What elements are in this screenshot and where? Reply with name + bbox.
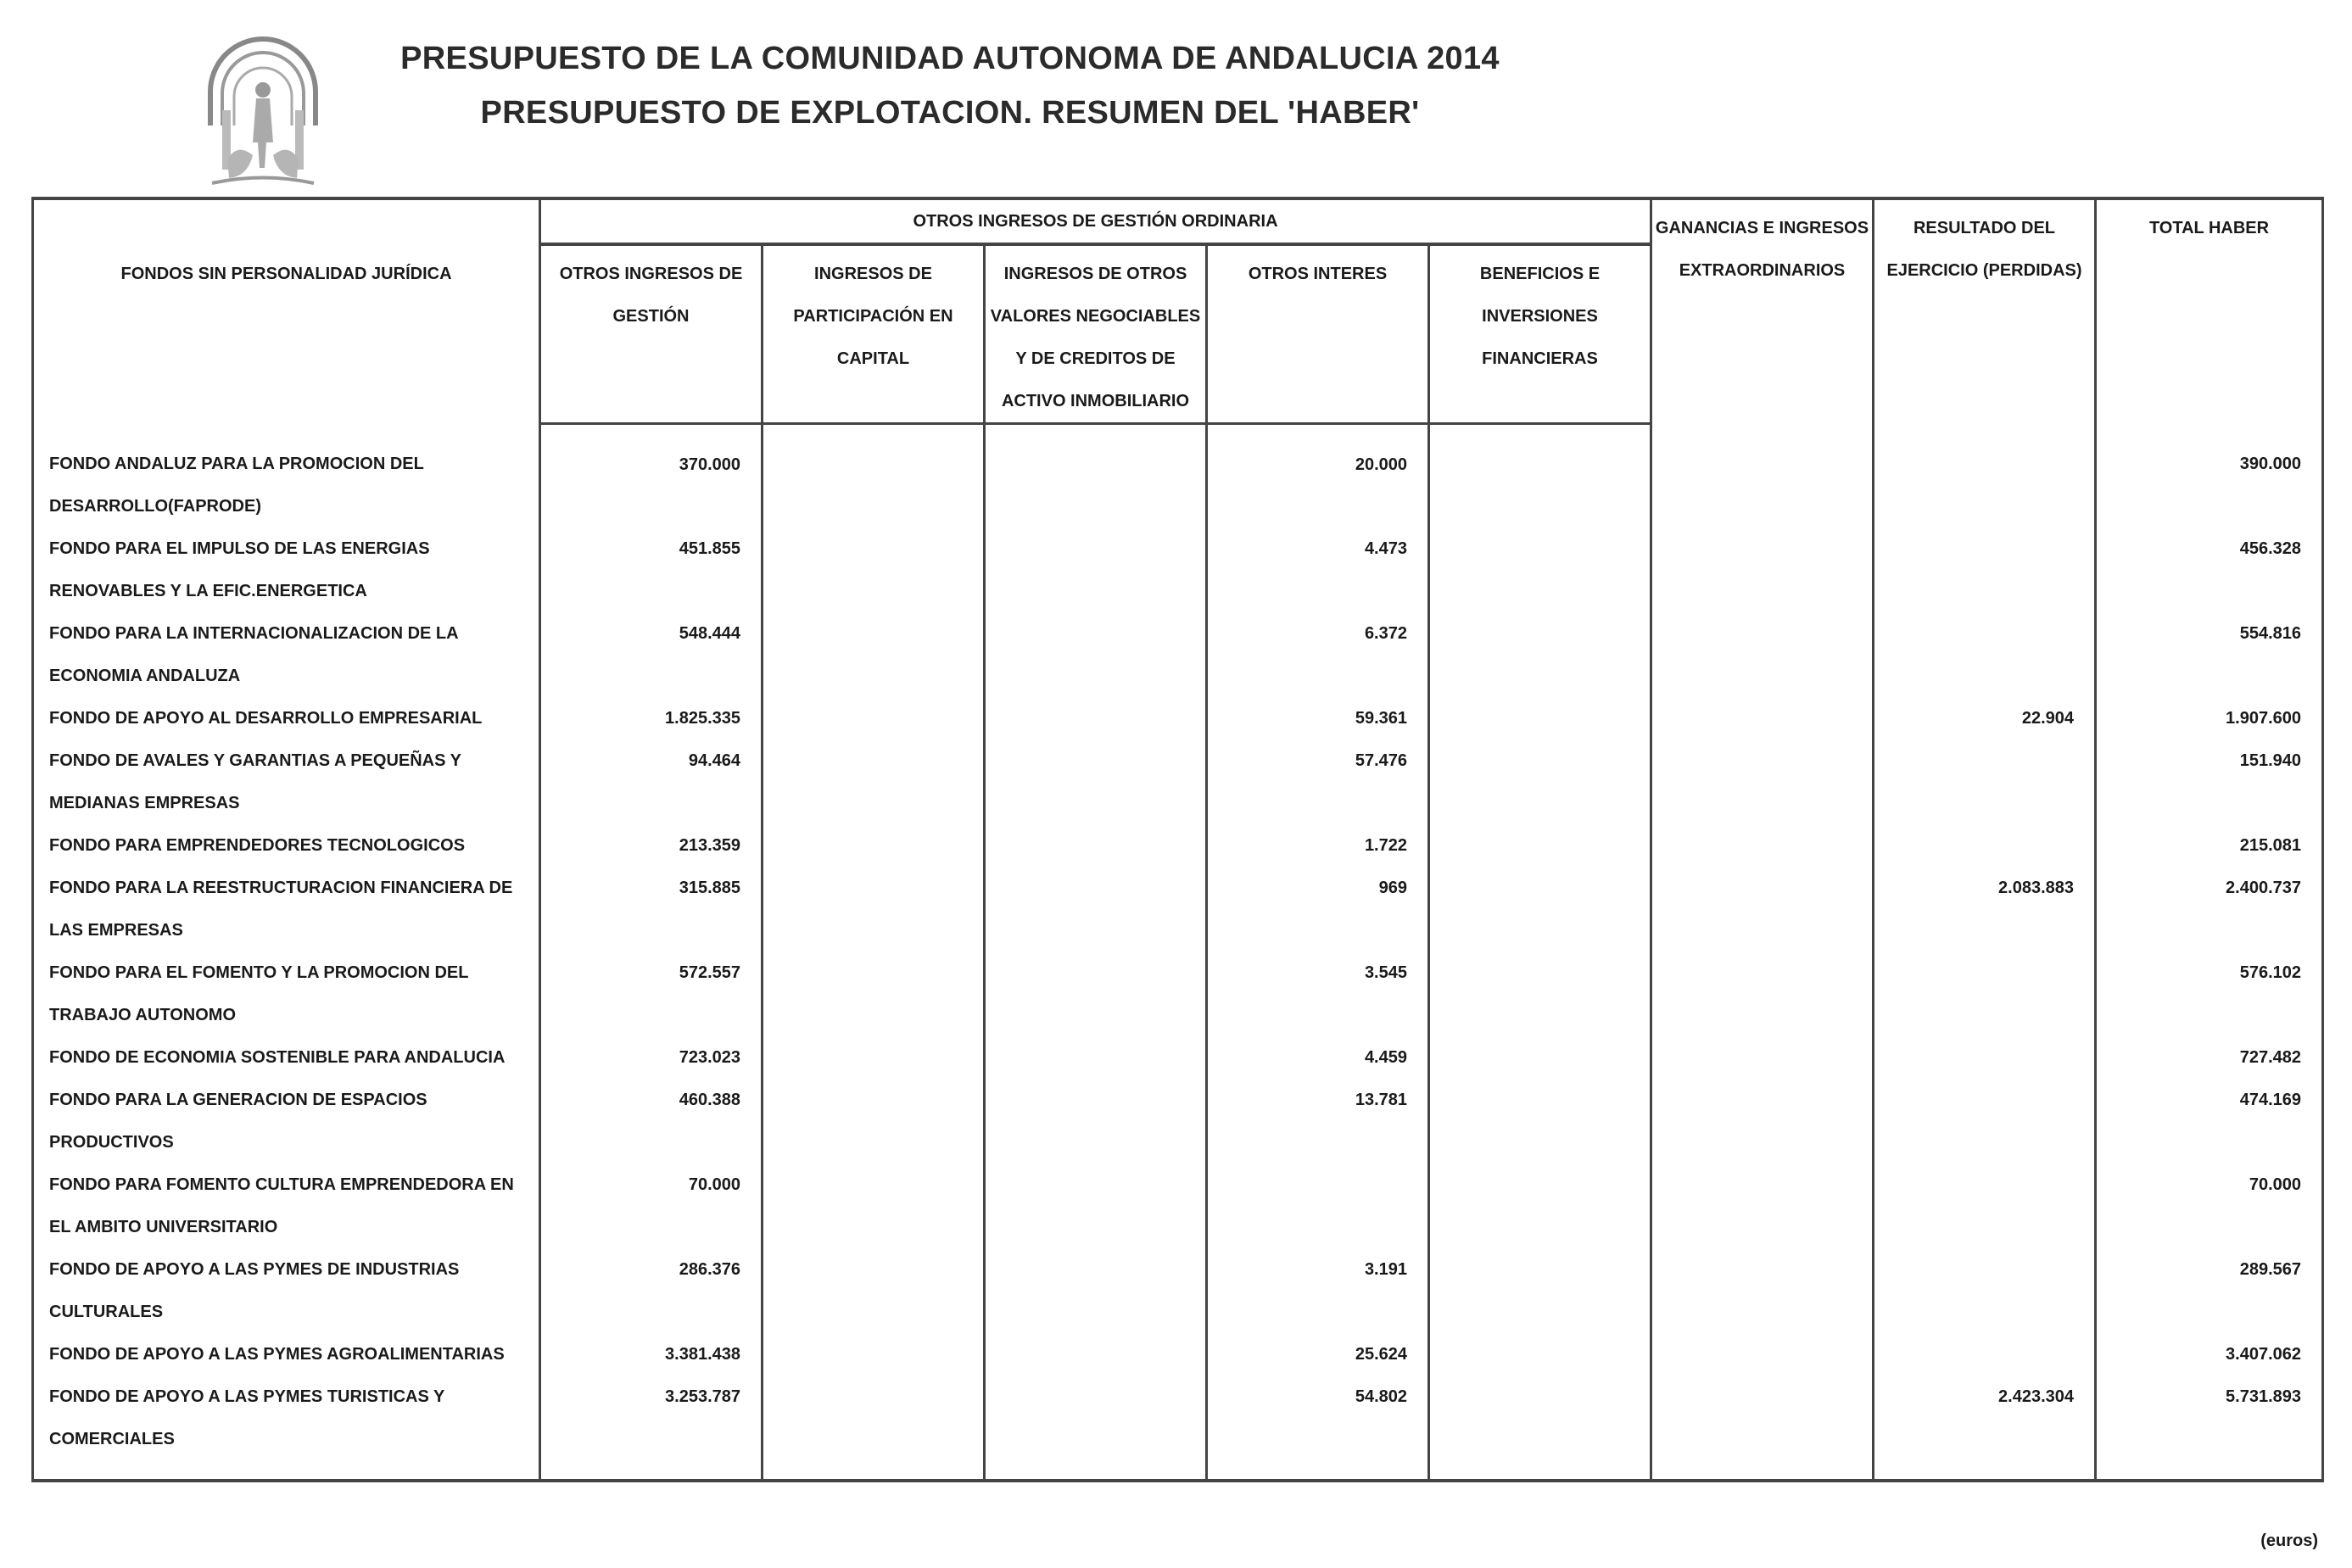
resultado-ejercicio-cell <box>1874 824 2096 867</box>
otros-ingresos-gestion-cell: 94.464 <box>540 739 763 824</box>
total-haber-cell: 215.081 <box>2096 824 2323 867</box>
resultado-ejercicio-cell <box>1874 739 2096 824</box>
fondo-name-cell: FONDO PARA EL IMPULSO DE LAS ENERGIAS RENOVABLES Y LA EFIC.ENERGETICA <box>33 527 540 612</box>
otros-valores-cell <box>985 1375 1207 1481</box>
otros-ingresos-gestion-cell: 1.825.335 <box>540 697 763 739</box>
resultado-ejercicio-cell <box>1874 1036 2096 1079</box>
otros-interes-cell: 13.781 <box>1207 1079 1429 1163</box>
beneficios-inversiones-cell <box>1429 697 1651 739</box>
beneficios-inversiones-cell <box>1429 867 1651 951</box>
resultado-ejercicio-cell <box>1874 1163 2096 1248</box>
table-row <box>33 424 2323 527</box>
resultado-ejercicio-cell <box>1874 1248 2096 1333</box>
participacion-capital-cell <box>763 824 985 867</box>
participacion-capital-cell <box>763 951 985 1036</box>
participacion-capital-cell <box>763 424 985 527</box>
page-subtitle: PRESUPUESTO DE EXPLOTACION. RESUMEN DEL 'HABER' <box>480 95 1420 131</box>
otros-interes-cell: 3.191 <box>1207 1248 1429 1333</box>
ganancias-extraordinarios-cell <box>1651 1163 1874 1248</box>
header-total-haber: TOTAL HABER <box>2096 198 2323 424</box>
otros-interes-cell: 20.000 <box>1207 424 1429 527</box>
table-row <box>33 1079 2323 1163</box>
participacion-capital-cell <box>763 1036 985 1079</box>
otros-interes-cell: 3.545 <box>1207 951 1429 1036</box>
table-body <box>33 424 2323 1481</box>
header-participacion-capital: INGRESOS DE PARTICIPACIÓN EN CAPITAL <box>763 244 985 424</box>
participacion-capital-cell <box>763 1333 985 1375</box>
budget-table <box>31 197 2324 1482</box>
otros-ingresos-gestion-cell: 370.000 <box>540 424 763 527</box>
otros-valores-cell <box>985 1163 1207 1248</box>
otros-interes-cell: 25.624 <box>1207 1333 1429 1375</box>
fondo-name-cell: FONDO DE APOYO A LAS PYMES DE INDUSTRIAS CULTURALES <box>33 1248 540 1333</box>
table-row <box>33 824 2323 867</box>
fondo-name-cell: FONDO DE ECONOMIA SOSTENIBLE PARA ANDALUCIA <box>33 1036 540 1079</box>
resultado-ejercicio-cell <box>1874 612 2096 697</box>
otros-valores-cell <box>985 1333 1207 1375</box>
fondo-name-cell: FONDO PARA LA INTERNACIONALIZACION DE LA ECONOMIA ANDALUZA <box>33 612 540 697</box>
total-haber-cell: 70.000 <box>2096 1163 2323 1248</box>
table-row <box>33 1036 2323 1079</box>
otros-ingresos-gestion-cell: 451.855 <box>540 527 763 612</box>
otros-valores-cell <box>985 1248 1207 1333</box>
total-haber-cell: 727.482 <box>2096 1036 2323 1079</box>
beneficios-inversiones-cell <box>1429 527 1651 612</box>
resultado-ejercicio-cell <box>1874 424 2096 527</box>
otros-interes-cell: 969 <box>1207 867 1429 951</box>
ganancias-extraordinarios-cell <box>1651 867 1874 951</box>
header-otros-ingresos-gestion: OTROS INGRESOS DE GESTIÓN <box>540 244 763 424</box>
total-haber-cell: 456.328 <box>2096 527 2323 612</box>
otros-interes-cell <box>1207 1163 1429 1248</box>
total-haber-cell: 576.102 <box>2096 951 2323 1036</box>
total-haber-cell: 5.731.893 <box>2096 1375 2323 1481</box>
otros-ingresos-gestion-cell: 548.444 <box>540 612 763 697</box>
otros-interes-cell: 4.459 <box>1207 1036 1429 1079</box>
otros-valores-cell <box>985 867 1207 951</box>
participacion-capital-cell <box>763 1163 985 1248</box>
fondo-name-cell: FONDO PARA LA GENERACION DE ESPACIOS PRODUCTIVOS <box>33 1079 540 1163</box>
otros-valores-cell <box>985 424 1207 527</box>
participacion-capital-cell <box>763 612 985 697</box>
table-row <box>33 867 2323 951</box>
fondo-name-cell: FONDO PARA EL FOMENTO Y LA PROMOCION DEL TRABAJO AUTONOMO <box>33 951 540 1036</box>
otros-interes-cell: 4.473 <box>1207 527 1429 612</box>
otros-interes-cell: 54.802 <box>1207 1375 1429 1481</box>
otros-ingresos-gestion-cell: 286.376 <box>540 1248 763 1333</box>
table-row <box>33 1248 2323 1333</box>
beneficios-inversiones-cell <box>1429 1079 1651 1163</box>
otros-interes-cell: 59.361 <box>1207 697 1429 739</box>
header-fondos: FONDOS SIN PERSONALIDAD JURÍDICA <box>33 198 540 424</box>
ganancias-extraordinarios-cell <box>1651 1375 1874 1481</box>
beneficios-inversiones-cell <box>1429 1036 1651 1079</box>
otros-valores-cell <box>985 697 1207 739</box>
ganancias-extraordinarios-cell <box>1651 1079 1874 1163</box>
beneficios-inversiones-cell <box>1429 951 1651 1036</box>
ganancias-extraordinarios-cell <box>1651 424 1874 527</box>
beneficios-inversiones-cell <box>1429 1333 1651 1375</box>
otros-interes-cell: 6.372 <box>1207 612 1429 697</box>
total-haber-cell: 289.567 <box>2096 1248 2323 1333</box>
total-haber-cell: 1.907.600 <box>2096 697 2323 739</box>
ganancias-extraordinarios-cell <box>1651 1248 1874 1333</box>
fondo-name-cell: FONDO PARA LA REESTRUCTURACION FINANCIERA DE LAS EMPRESAS <box>33 867 540 951</box>
table-row <box>33 951 2323 1036</box>
ganancias-extraordinarios-cell <box>1651 1333 1874 1375</box>
beneficios-inversiones-cell <box>1429 1248 1651 1333</box>
otros-valores-cell <box>985 951 1207 1036</box>
ganancias-extraordinarios-cell <box>1651 739 1874 824</box>
header-group-otros-ingresos: OTROS INGRESOS DE GESTIÓN ORDINARIA <box>540 198 1651 244</box>
otros-interes-cell: 57.476 <box>1207 739 1429 824</box>
currency-footnote: (euros) <box>2260 1532 2318 1550</box>
beneficios-inversiones-cell <box>1429 739 1651 824</box>
beneficios-inversiones-cell <box>1429 612 1651 697</box>
header-beneficios-inversiones: BENEFICIOS E INVERSIONES FINANCIERAS <box>1429 244 1651 424</box>
otros-valores-cell <box>985 612 1207 697</box>
participacion-capital-cell <box>763 739 985 824</box>
otros-ingresos-gestion-cell: 3.381.438 <box>540 1333 763 1375</box>
participacion-capital-cell <box>763 1079 985 1163</box>
participacion-capital-cell <box>763 1248 985 1333</box>
resultado-ejercicio-cell: 22.904 <box>1874 697 2096 739</box>
otros-ingresos-gestion-cell: 572.557 <box>540 951 763 1036</box>
fondo-name-cell: FONDO PARA EMPRENDEDORES TECNOLOGICOS <box>33 824 540 867</box>
otros-valores-cell <box>985 1079 1207 1163</box>
otros-ingresos-gestion-cell: 315.885 <box>540 867 763 951</box>
header-resultado-ejercicio: RESULTADO DEL EJERCICIO (PERDIDAS) <box>1874 198 2096 424</box>
fondo-name-cell: FONDO DE APOYO A LAS PYMES AGROALIMENTARIAS <box>33 1333 540 1375</box>
ganancias-extraordinarios-cell <box>1651 527 1874 612</box>
total-haber-cell: 151.940 <box>2096 739 2323 824</box>
total-haber-cell: 2.400.737 <box>2096 867 2323 951</box>
total-haber-cell: 474.169 <box>2096 1079 2323 1163</box>
table-row <box>33 527 2323 612</box>
otros-valores-cell <box>985 1036 1207 1079</box>
ganancias-extraordinarios-cell <box>1651 951 1874 1036</box>
resultado-ejercicio-cell: 2.083.883 <box>1874 867 2096 951</box>
table-row <box>33 739 2323 824</box>
participacion-capital-cell <box>763 697 985 739</box>
fondo-name-cell: FONDO DE APOYO AL DESARROLLO EMPRESARIAL <box>33 697 540 739</box>
otros-ingresos-gestion-cell: 213.359 <box>540 824 763 867</box>
resultado-ejercicio-cell <box>1874 527 2096 612</box>
total-haber-cell: 3.407.062 <box>2096 1333 2323 1375</box>
table-row <box>33 612 2323 697</box>
table-row <box>33 1375 2323 1481</box>
ganancias-extraordinarios-cell <box>1651 824 1874 867</box>
header-otros-valores: INGRESOS DE OTROS VALORES NEGOCIABLES Y DE CREDITOS DE ACTIVO INMOBILIARIO <box>985 244 1207 424</box>
ganancias-extraordinarios-cell <box>1651 697 1874 739</box>
participacion-capital-cell <box>763 1375 985 1481</box>
participacion-capital-cell <box>763 527 985 612</box>
fondo-name-cell: FONDO DE AVALES Y GARANTIAS A PEQUEÑAS Y MEDIANAS EMPRESAS <box>33 739 540 824</box>
resultado-ejercicio-cell <box>1874 1079 2096 1163</box>
ganancias-extraordinarios-cell <box>1651 1036 1874 1079</box>
fondo-name-cell: FONDO ANDALUZ PARA LA PROMOCION DEL DESARROLLO(FAPRODE) <box>33 424 540 527</box>
beneficios-inversiones-cell <box>1429 424 1651 527</box>
total-haber-cell: 554.816 <box>2096 612 2323 697</box>
beneficios-inversiones-cell <box>1429 1375 1651 1481</box>
otros-ingresos-gestion-cell: 460.388 <box>540 1079 763 1163</box>
table-row <box>33 1333 2323 1375</box>
header-ganancias-extraordinarios: GANANCIAS E INGRESOS EXTRAORDINARIOS <box>1651 198 1874 424</box>
otros-valores-cell <box>985 527 1207 612</box>
header-otros-interes: OTROS INTERES <box>1207 244 1429 424</box>
fondo-name-cell: FONDO PARA FOMENTO CULTURA EMPRENDEDORA EN EL AMBITO UNIVERSITARIO <box>33 1163 540 1248</box>
otros-ingresos-gestion-cell: 70.000 <box>540 1163 763 1248</box>
fondo-name-cell: FONDO DE APOYO A LAS PYMES TURISTICAS Y COMERCIALES <box>33 1375 540 1481</box>
otros-ingresos-gestion-cell: 723.023 <box>540 1036 763 1079</box>
resultado-ejercicio-cell <box>1874 951 2096 1036</box>
table-row <box>33 697 2323 739</box>
otros-valores-cell <box>985 739 1207 824</box>
participacion-capital-cell <box>763 867 985 951</box>
otros-valores-cell <box>985 824 1207 867</box>
table-row <box>33 1163 2323 1248</box>
otros-ingresos-gestion-cell: 3.253.787 <box>540 1375 763 1481</box>
beneficios-inversiones-cell <box>1429 1163 1651 1248</box>
ganancias-extraordinarios-cell <box>1651 612 1874 697</box>
total-haber-cell: 390.000 <box>2096 424 2323 527</box>
otros-interes-cell: 1.722 <box>1207 824 1429 867</box>
resultado-ejercicio-cell: 2.423.304 <box>1874 1375 2096 1481</box>
resultado-ejercicio-cell <box>1874 1333 2096 1375</box>
beneficios-inversiones-cell <box>1429 824 1651 867</box>
page-title: PRESUPUESTO DE LA COMUNIDAD AUTONOMA DE ANDALUCIA 2014 <box>400 41 1500 76</box>
